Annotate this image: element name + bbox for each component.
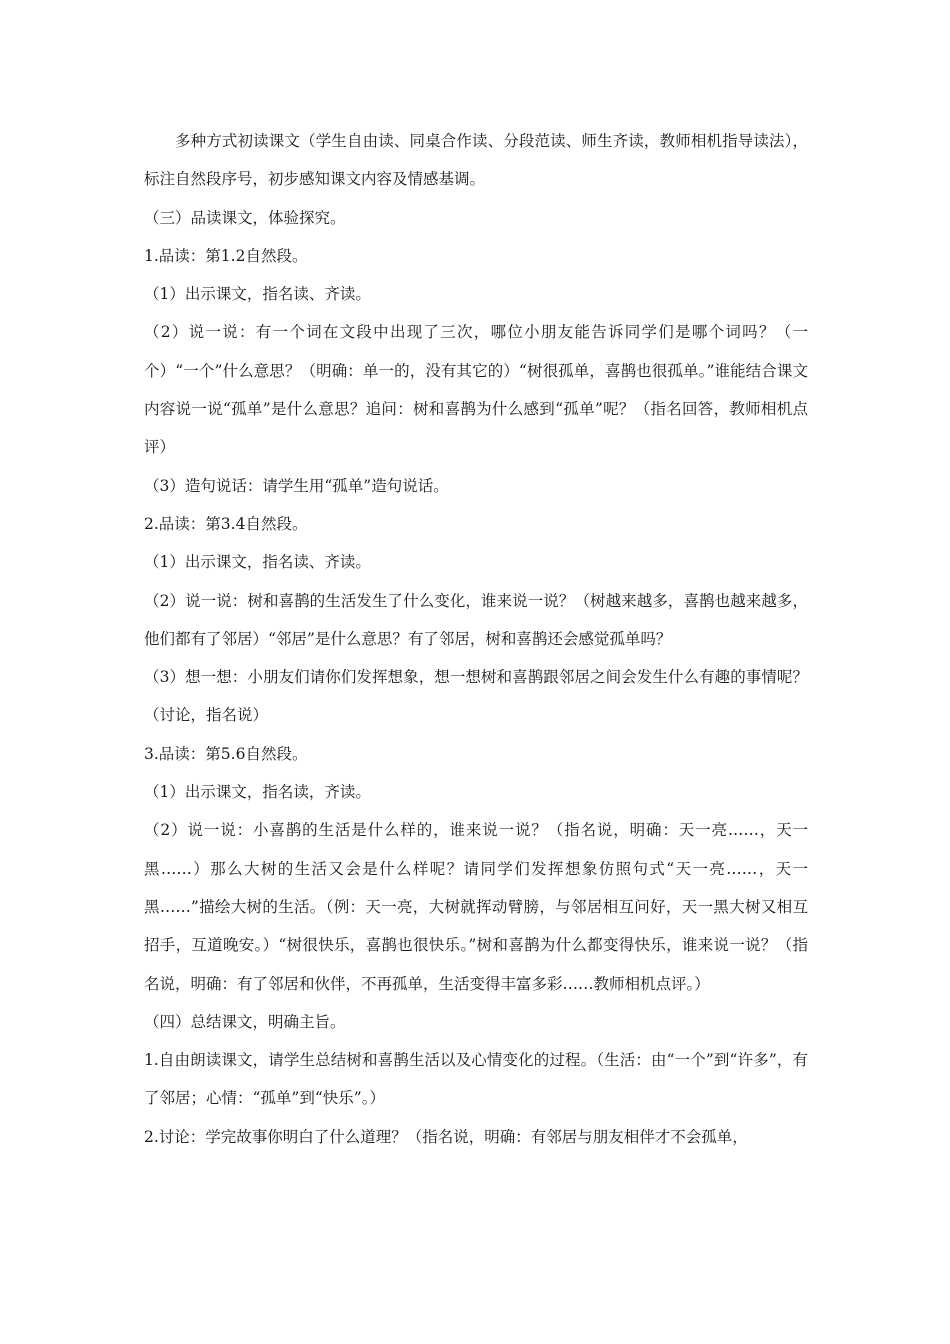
list-item: 2.讨论：学完故事你明白了什么道理？（指名说，明确：有邻居与朋友相伴才不会孤单， (144, 1127, 748, 1146)
list-item: 1.自由朗读课文，请学生总结树和喜鹊生活以及心情变化的过程。（生活：由“一个”到“许多”，有了邻居；心情：“孤单”到“快乐”。） (144, 1051, 808, 1108)
list-item: （3）造句说话：请学生用“孤单”造句说话。 (144, 476, 449, 495)
list-item: （2）说一说：树和喜鹊的生活发生了什么变化，谁来说一说？（树越来越多，喜鹊也越来越多，他们都有了邻居）“邻居”是什么意思？有了邻居，树和喜鹊还会感觉孤单吗？ (144, 591, 808, 648)
list-item: （1）出示课文，指名读、齐读。 (144, 285, 371, 304)
list-item: （3）想一想：小朋友们请你们发挥想象，想一想树和喜鹊跟邻居之间会发生什么有趣的事情呢？（讨论，指名说） (144, 668, 808, 725)
step-heading-1: 1.品读：第1.2自然段。 (144, 246, 308, 265)
step-heading-2: 2.品读：第3.4自然段。 (144, 514, 308, 533)
section-heading-three: （三）品读课文，体验探究。 (144, 208, 346, 227)
step-heading-3: 3.品读：第5.6自然段。 (144, 744, 308, 763)
document-body (144, 122, 808, 1156)
list-item: （2）说一说：小喜鹊的生活是什么样的，谁来说一说？（指名说，明确：天一亮……，天一黑……）那么大树的生活又会是什么样呢？请同学们发挥想象仿照句式“天一亮……，天一黑……”描绘大树的生活。（例：天一亮，大树就挥动臂膀，与邻居相互问好，天一黑大树又相互招手，互道晚安。）“树很快乐，喜鹊也很快乐。”树和喜鹊为什么都变得快乐，谁来说一说？（指名说，明确：有了邻居和伙伴，不再孤单，生活变得丰富多彩……教师相机点评。） (144, 821, 808, 993)
section-heading-four: （四）总结课文，明确主旨。 (144, 1012, 346, 1031)
paragraph-intro-reading: 多种方式初读课文（学生自由读、同桌合作读、分段范读、师生齐读，教师相机指导读法），标注自然段序号，初步感知课文内容及情感基调。 (144, 132, 808, 189)
list-item: （2）说一说：有一个词在文段中出现了三次，哪位小朋友能告诉同学们是哪个词吗？（一个）“一个”什么意思？（明确：单一的，没有其它的）“树很孤单，喜鹊也很孤单。”谁能结合课文内容说一说“孤单”是什么意思？追问：树和喜鹊为什么感到“孤单”呢？（指名回答，教师相机点评） (144, 323, 808, 457)
list-item: （1）出示课文，指名读、齐读。 (144, 553, 371, 572)
list-item: （1）出示课文，指名读，齐读。 (144, 783, 371, 802)
